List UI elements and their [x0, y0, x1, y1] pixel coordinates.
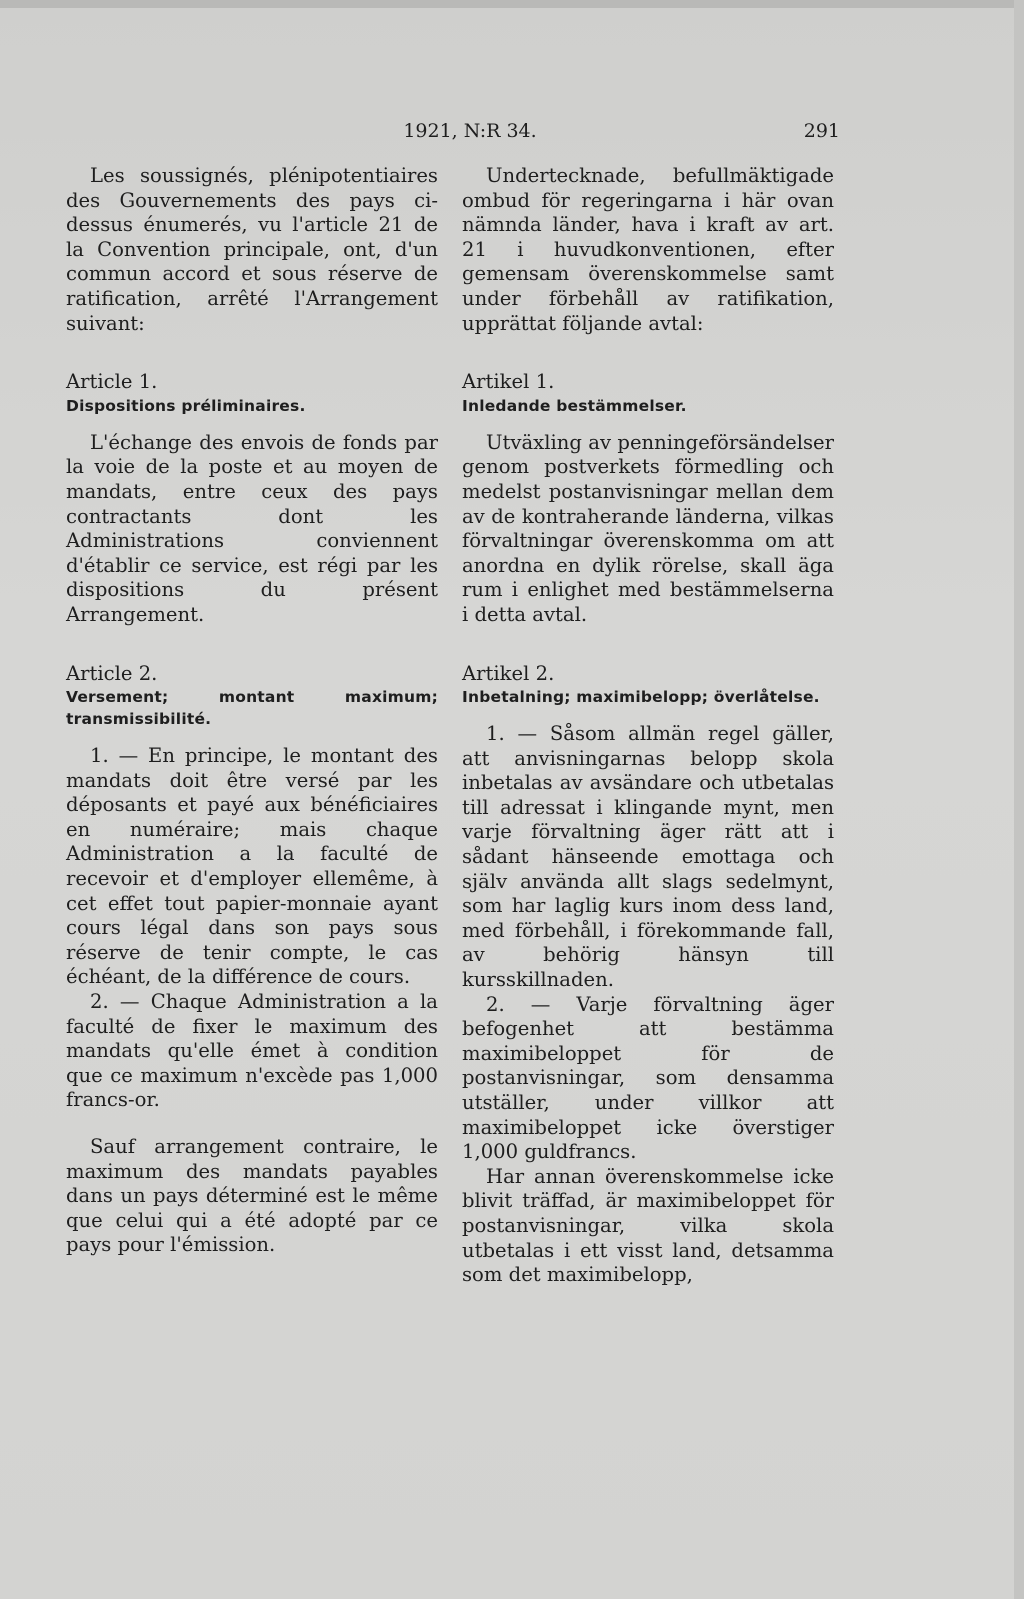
page-number: 291: [803, 120, 840, 142]
article-1-subtitle-sv: Inledande bestämmelser.: [462, 396, 687, 415]
page-top-edge: [0, 0, 1024, 8]
article-2-para-3-fr: Sauf arrangement contraire, le maximum des mandats payables dans un pays déterminé est le même que celui qui a été adopté par ce pays pour l'émission.: [66, 1135, 438, 1257]
french-column: [66, 164, 438, 1258]
article-1-title-sv: Artikel 1.: [462, 370, 555, 394]
article-1-title-fr: Article 1.: [66, 370, 158, 394]
preamble-fr: Les soussignés, plénipotentiaires des Gouvernements des pays ci-dessus énumerés, vu l'article 21 de la Convention principale, ont, d'un commun accord et sous réserve de ratification, arrêté l'Arrangement suivant:: [66, 164, 438, 335]
swedish-column: [462, 164, 834, 1288]
article-2-subtitle-fr: Versement; montant maximum; transmissibilité.: [66, 688, 438, 729]
page-right-edge: [1014, 0, 1024, 1599]
article-2-para-1-fr: 1. — En principe, le montant des mandats doit être versé par les déposants et payé aux bénéficiaires en numéraire; mais chaque Administration a la faculté de recevoir et d'employer ellemême, à cet effet tout papier-monnaie ayant cours légal dans son pays sous réserve de tenir compte, le cas échéant, de la différence de cours.: [66, 744, 438, 989]
article-2-para-2-fr: 2. — Chaque Administration a la faculté de fixer le maximum des mandats qu'elle émet à condition que ce maximum n'excède pas 1,000 francs-or.: [66, 990, 438, 1112]
article-2-para-2-sv: 2. — Varje förvaltning äger befogenhet att bestämma maximibeloppet för de postanvisningar, som densamma utställer, under villkor att maximibeloppet icke överstiger 1,000 guldfrancs.: [462, 992, 834, 1164]
article-1-subtitle-fr: Dispositions préliminaires.: [66, 396, 306, 415]
article-2-title-fr: Article 2.: [66, 661, 158, 685]
article-1-text-fr: L'échange des envois de fonds par la voie de la poste et au moyen de mandats, entre ceux des pays contractants dont les Administrations conviennent d'établir ce service, est régi par les dispositions du présent Arrangement.: [66, 430, 438, 626]
header-year-number: 1921, N:R 34.: [403, 120, 537, 142]
preamble-sv: Undertecknade, befullmäktigade ombud för regeringarna i här ovan nämnda länder, hava i kraft av art. 21 i huvudkonventionen, efter gemensam överenskommelse samt under förbehåll av ratifikation, upprättat följande avtal:: [462, 164, 834, 335]
article-2-para-3-sv: Har annan överenskommelse icke blivit träffad, är maximibeloppet för postanvisningar, vilka skola utbetalas i ett visst land, detsamma som det maximibelopp,: [462, 1164, 834, 1287]
article-1-text-sv: Utväxling av penningeförsändelser genom postverkets förmedling och medelst postanvisningar mellan dem av de kontraherande länderna, vilkas förvaltningar överenskomma om att anordna en dylik rörelse, skall äga rum i enlighet med bestämmelserna i detta avtal.: [462, 430, 834, 626]
running-header: [0, 120, 1024, 150]
article-2-subtitle-sv: Inbetalning; maximibelopp; överlåtelse.: [462, 688, 820, 707]
article-2-para-1-sv: 1. — Såsom allmän regel gäller, att anvisningarnas belopp skola inbetalas av avsändare och utbetalas till adressat i klingande mynt, men varje förvaltning äger rätt att i sådant hänseende emottaga och själv använda allt slags sedelmynt, som har laglig kurs inom dess land, med förbehåll, i förekommande fall, av behörig hänsyn till kursskillnaden.: [462, 722, 834, 992]
article-2-title-sv: Artikel 2.: [462, 661, 555, 685]
